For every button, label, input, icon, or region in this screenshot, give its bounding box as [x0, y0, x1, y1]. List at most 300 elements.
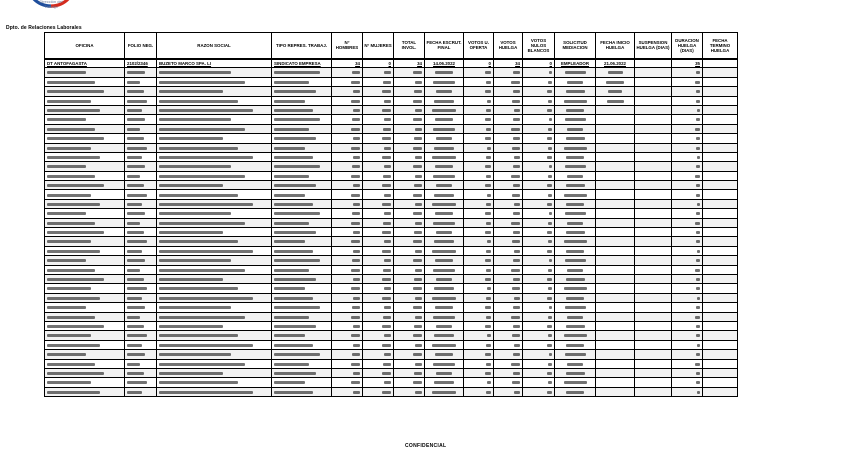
- table-cell: [555, 237, 596, 246]
- redacted-text: [434, 287, 454, 290]
- table-cell: [635, 265, 672, 274]
- table-cell: [555, 359, 596, 368]
- table-cell: [494, 237, 523, 246]
- table-cell: [464, 218, 494, 227]
- redacted-text: [566, 109, 584, 112]
- redacted-text: [512, 194, 520, 197]
- table-cell: [394, 331, 425, 340]
- redacted-text: [414, 231, 422, 234]
- table-cell: [394, 209, 425, 218]
- table-cell: [494, 340, 523, 349]
- redacted-text: [565, 353, 586, 356]
- redacted-text: [274, 372, 316, 375]
- table-cell: [703, 199, 738, 208]
- table-cell: [523, 350, 555, 359]
- redacted-text: [274, 334, 305, 337]
- redacted-text: [127, 109, 142, 112]
- table-cell: [425, 368, 464, 377]
- redacted-text: [485, 231, 491, 234]
- redacted-text: [127, 175, 140, 178]
- redacted-text: [432, 203, 456, 206]
- table-cell: [672, 256, 703, 265]
- redacted-text: [512, 287, 520, 290]
- table-cell: [596, 190, 635, 199]
- table-cell: [363, 124, 394, 133]
- table-cell: [157, 237, 272, 246]
- table-cell: [45, 331, 125, 340]
- redacted-text: [127, 363, 140, 366]
- table-cell: [272, 321, 332, 330]
- table-cell: [332, 387, 363, 396]
- redacted-text: [383, 316, 391, 319]
- table-cell: [596, 228, 635, 237]
- table-cell: [125, 181, 157, 190]
- redacted-text: [47, 344, 100, 347]
- redacted-text: [695, 81, 700, 84]
- table-cell: [45, 368, 125, 377]
- redacted-text: [274, 306, 320, 309]
- table-cell: [157, 284, 272, 293]
- table-cell: [464, 378, 494, 387]
- table-cell: [157, 387, 272, 396]
- table-row-redacted: [45, 162, 738, 171]
- redacted-text: [695, 316, 700, 319]
- table-cell: [363, 293, 394, 302]
- redacted-text: [127, 287, 147, 290]
- table-cell: [157, 378, 272, 387]
- table-cell: [596, 124, 635, 133]
- table-cell: [635, 181, 672, 190]
- table-cell: [157, 350, 272, 359]
- table-cell: [425, 359, 464, 368]
- redacted-text: [566, 231, 585, 234]
- table-cell: [332, 256, 363, 265]
- table-cell: [523, 105, 555, 114]
- redacted-text: [513, 231, 520, 234]
- redacted-text: [47, 316, 95, 319]
- redacted-text: [274, 259, 320, 262]
- table-cell: [272, 387, 332, 396]
- table-cell: [523, 228, 555, 237]
- redacted-text: [384, 240, 391, 243]
- redacted-text: [549, 165, 552, 168]
- redacted-text: [274, 325, 316, 328]
- table-cell: [555, 105, 596, 114]
- table-cell: [523, 68, 555, 77]
- table-cell: [596, 331, 635, 340]
- redacted-text: [696, 353, 700, 356]
- table-cell: [555, 124, 596, 133]
- table-cell: [555, 152, 596, 161]
- table-row-redacted: [45, 293, 738, 302]
- table-body: [45, 59, 738, 397]
- table-cell: [703, 218, 738, 227]
- table-cell: [464, 181, 494, 190]
- table-cell: [125, 359, 157, 368]
- table-cell: [332, 331, 363, 340]
- redacted-text: [159, 391, 253, 394]
- table-cell: [157, 96, 272, 105]
- table-cell: [523, 368, 555, 377]
- table-cell: [635, 237, 672, 246]
- table-cell: [703, 274, 738, 283]
- table-cell: [494, 256, 523, 265]
- redacted-text: [413, 287, 422, 290]
- redacted-text: [513, 137, 520, 140]
- table-cell: [596, 359, 635, 368]
- table-cell: [272, 284, 332, 293]
- table-cell: [272, 162, 332, 171]
- redacted-text: [486, 297, 491, 300]
- table-cell: [523, 256, 555, 265]
- table-cell: [596, 321, 635, 330]
- table-cell: [425, 378, 464, 387]
- redacted-text: [547, 391, 552, 394]
- table-cell: 21.06.2022: [596, 59, 635, 68]
- table-cell: [596, 387, 635, 396]
- table-cell: [394, 265, 425, 274]
- redacted-text: [414, 90, 422, 93]
- redacted-text: [127, 147, 147, 150]
- redacted-text: [415, 109, 422, 112]
- redacted-text: [435, 212, 453, 215]
- table-cell: [494, 68, 523, 77]
- table-cell: [45, 87, 125, 96]
- table-cell: [555, 199, 596, 208]
- table-cell: [596, 218, 635, 227]
- table-cell: [596, 199, 635, 208]
- redacted-text: [413, 259, 422, 262]
- redacted-text: [696, 90, 700, 93]
- redacted-text: [351, 269, 360, 272]
- redacted-text: [47, 175, 95, 178]
- table-cell: [635, 293, 672, 302]
- table-cell: [394, 199, 425, 208]
- redacted-text: [514, 250, 520, 253]
- redacted-text: [696, 240, 700, 243]
- redacted-text: [47, 381, 91, 384]
- redacted-text: [436, 184, 452, 187]
- redacted-text: [511, 269, 520, 272]
- redacted-text: [415, 250, 422, 253]
- redacted-text: [486, 175, 491, 178]
- table-cell: [494, 199, 523, 208]
- redacted-text: [608, 90, 622, 93]
- table-cell: [425, 312, 464, 321]
- table-row-redacted: [45, 331, 738, 340]
- table-cell: [272, 340, 332, 349]
- table-cell: [635, 256, 672, 265]
- table-cell: [464, 209, 494, 218]
- table-cell: [45, 218, 125, 227]
- redacted-text: [159, 240, 238, 243]
- redacted-text: [607, 100, 624, 103]
- redacted-text: [274, 297, 313, 300]
- table-cell: [464, 115, 494, 124]
- redacted-text: [127, 156, 142, 159]
- table-cell: [523, 162, 555, 171]
- table-cell: [125, 256, 157, 265]
- redacted-text: [514, 344, 520, 347]
- redacted-text: [549, 306, 552, 309]
- table-cell: [596, 350, 635, 359]
- redacted-text: [436, 278, 452, 281]
- redacted-text: [548, 81, 552, 84]
- redacted-text: [696, 194, 700, 197]
- redacted-text: [436, 325, 452, 328]
- redacted-text: [127, 165, 145, 168]
- table-cell: [672, 387, 703, 396]
- table-cell: [394, 134, 425, 143]
- redacted-text: [159, 259, 231, 262]
- redacted-text: [159, 118, 231, 121]
- redacted-text: [274, 128, 309, 131]
- table-cell: [332, 312, 363, 321]
- table-cell: [523, 96, 555, 105]
- department-title: Dpto. de Relaciones Laborales: [6, 25, 82, 31]
- table-cell: [672, 190, 703, 199]
- redacted-text: [435, 118, 453, 121]
- table-cell: [125, 115, 157, 124]
- redacted-text: [696, 381, 700, 384]
- table-cell: [125, 312, 157, 321]
- table-cell: [272, 368, 332, 377]
- redacted-text: [414, 372, 422, 375]
- table-cell: [125, 171, 157, 180]
- table-cell: [363, 171, 394, 180]
- redacted-text: [696, 165, 700, 168]
- redacted-text: [513, 165, 520, 168]
- table-cell: [523, 265, 555, 274]
- table-cell: [157, 134, 272, 143]
- redacted-text: [485, 278, 491, 281]
- table-cell: [596, 134, 635, 143]
- table-cell: [363, 284, 394, 293]
- redacted-text: [436, 231, 452, 234]
- table-cell: [157, 331, 272, 340]
- table-cell: [157, 228, 272, 237]
- header-row: [45, 33, 738, 59]
- table-cell: [494, 378, 523, 387]
- table-row-redacted: [45, 105, 738, 114]
- table-cell: [494, 124, 523, 133]
- table-cell: [394, 368, 425, 377]
- table-row-redacted: [45, 378, 738, 387]
- table-cell: [45, 181, 125, 190]
- table-cell: [523, 387, 555, 396]
- table-cell: [523, 340, 555, 349]
- redacted-text: [485, 137, 491, 140]
- redacted-text: [514, 203, 520, 206]
- table-cell: [157, 162, 272, 171]
- redacted-text: [413, 71, 422, 74]
- table-cell: [635, 331, 672, 340]
- table-cell: [555, 143, 596, 152]
- redacted-text: [547, 184, 552, 187]
- redacted-text: [352, 118, 360, 121]
- redacted-text: [513, 353, 520, 356]
- table-cell: [635, 115, 672, 124]
- column-header: FOLIO NEG.: [125, 33, 157, 59]
- table-cell: [157, 199, 272, 208]
- table-cell: [555, 331, 596, 340]
- table-cell: DT ANTOFAGASTA: [45, 59, 125, 68]
- redacted-text: [127, 344, 142, 347]
- table-cell: [523, 246, 555, 255]
- table-row-redacted: [45, 96, 738, 105]
- table-cell: [425, 284, 464, 293]
- redacted-text: [486, 316, 491, 319]
- redacted-text: [565, 71, 586, 74]
- redacted-text: [513, 306, 520, 309]
- table-row-redacted: [45, 284, 738, 293]
- redacted-text: [351, 100, 360, 103]
- table-cell: [425, 237, 464, 246]
- column-header: DURACION HUELGA (DIAS): [672, 33, 703, 59]
- redacted-text: [435, 259, 453, 262]
- table-cell: [672, 293, 703, 302]
- table-cell: [703, 171, 738, 180]
- table-cell: [272, 209, 332, 218]
- table-cell: [125, 143, 157, 152]
- table-cell: [555, 246, 596, 255]
- table-cell: [555, 265, 596, 274]
- table-row-redacted: [45, 359, 738, 368]
- redacted-text: [382, 278, 391, 281]
- redacted-text: [127, 259, 145, 262]
- redacted-text: [384, 259, 391, 262]
- table-cell: [425, 293, 464, 302]
- redacted-text: [47, 194, 91, 197]
- redacted-text: [548, 381, 552, 384]
- table-cell: [272, 350, 332, 359]
- redacted-text: [485, 306, 491, 309]
- table-cell: [672, 246, 703, 255]
- redacted-text: [127, 231, 144, 234]
- table-cell: [464, 340, 494, 349]
- redacted-text: [696, 287, 700, 290]
- table-cell: [157, 218, 272, 227]
- table-cell: 35: [672, 59, 703, 68]
- table-cell: [703, 134, 738, 143]
- table-row-redacted: [45, 115, 738, 124]
- redacted-text: [513, 259, 520, 262]
- table-cell: [703, 96, 738, 105]
- table-row-redacted: [45, 274, 738, 283]
- redacted-text: [351, 222, 360, 225]
- redacted-text: [565, 165, 586, 168]
- table-cell: [125, 293, 157, 302]
- table-cell: [672, 143, 703, 152]
- redacted-text: [382, 90, 391, 93]
- redacted-text: [548, 147, 552, 150]
- redacted-text: [384, 287, 391, 290]
- table-cell: [494, 331, 523, 340]
- table-cell: [332, 134, 363, 143]
- table-cell: [464, 284, 494, 293]
- table-cell: [332, 77, 363, 86]
- table-cell: [45, 274, 125, 283]
- column-header: TOTAL INVOL.: [394, 33, 425, 59]
- table-cell: [464, 77, 494, 86]
- redacted-text: [414, 184, 422, 187]
- redacted-text: [513, 71, 520, 74]
- redacted-text: [384, 334, 391, 337]
- table-cell: [425, 228, 464, 237]
- table-cell: [45, 190, 125, 199]
- table-cell: [332, 293, 363, 302]
- redacted-text: [567, 175, 583, 178]
- redacted-text: [127, 128, 140, 131]
- table-cell: EMPLEADOR: [555, 59, 596, 68]
- redacted-text: [127, 250, 142, 253]
- redacted-text: [159, 212, 231, 215]
- redacted-text: [159, 344, 253, 347]
- redacted-text: [566, 184, 585, 187]
- table-cell: [635, 77, 672, 86]
- redacted-text: [435, 306, 453, 309]
- table-cell: [425, 246, 464, 255]
- table-cell: [703, 256, 738, 265]
- table-cell: [272, 331, 332, 340]
- table-cell: [125, 96, 157, 105]
- table-cell: [363, 265, 394, 274]
- table-cell: [555, 350, 596, 359]
- redacted-text: [413, 212, 422, 215]
- redacted-text: [47, 118, 86, 121]
- redacted-text: [47, 109, 100, 112]
- table-row-redacted: [45, 134, 738, 143]
- table-cell: [272, 199, 332, 208]
- table-cell: [703, 181, 738, 190]
- table-cell: [272, 105, 332, 114]
- table-cell: [157, 256, 272, 265]
- redacted-text: [565, 259, 586, 262]
- table-cell: [596, 246, 635, 255]
- redacted-text: [274, 81, 309, 84]
- redacted-text: [47, 297, 100, 300]
- column-header: OFICINA: [45, 33, 125, 59]
- table-cell: [555, 284, 596, 293]
- table-cell: [45, 387, 125, 396]
- table-cell: [45, 96, 125, 105]
- redacted-text: [47, 287, 91, 290]
- column-header: FECHA INICIO HUELGA: [596, 33, 635, 59]
- table-row-redacted: [45, 209, 738, 218]
- table-cell: [596, 340, 635, 349]
- redacted-text: [127, 184, 144, 187]
- redacted-text: [351, 334, 360, 337]
- table-cell: [672, 350, 703, 359]
- redacted-text: [159, 109, 253, 112]
- redacted-text: [696, 259, 700, 262]
- redacted-text: [548, 316, 552, 319]
- table-cell: [703, 190, 738, 199]
- redacted-text: [547, 297, 552, 300]
- table-cell: [555, 312, 596, 321]
- redacted-text: [564, 381, 587, 384]
- table-cell: [635, 228, 672, 237]
- table-cell: [394, 171, 425, 180]
- redacted-text: [274, 363, 309, 366]
- redacted-text: [47, 81, 95, 84]
- table-cell: [332, 378, 363, 387]
- redacted-text: [566, 156, 584, 159]
- redacted-text: [159, 128, 245, 131]
- table-row-redacted: [45, 340, 738, 349]
- table-cell: [596, 152, 635, 161]
- redacted-text: [382, 372, 391, 375]
